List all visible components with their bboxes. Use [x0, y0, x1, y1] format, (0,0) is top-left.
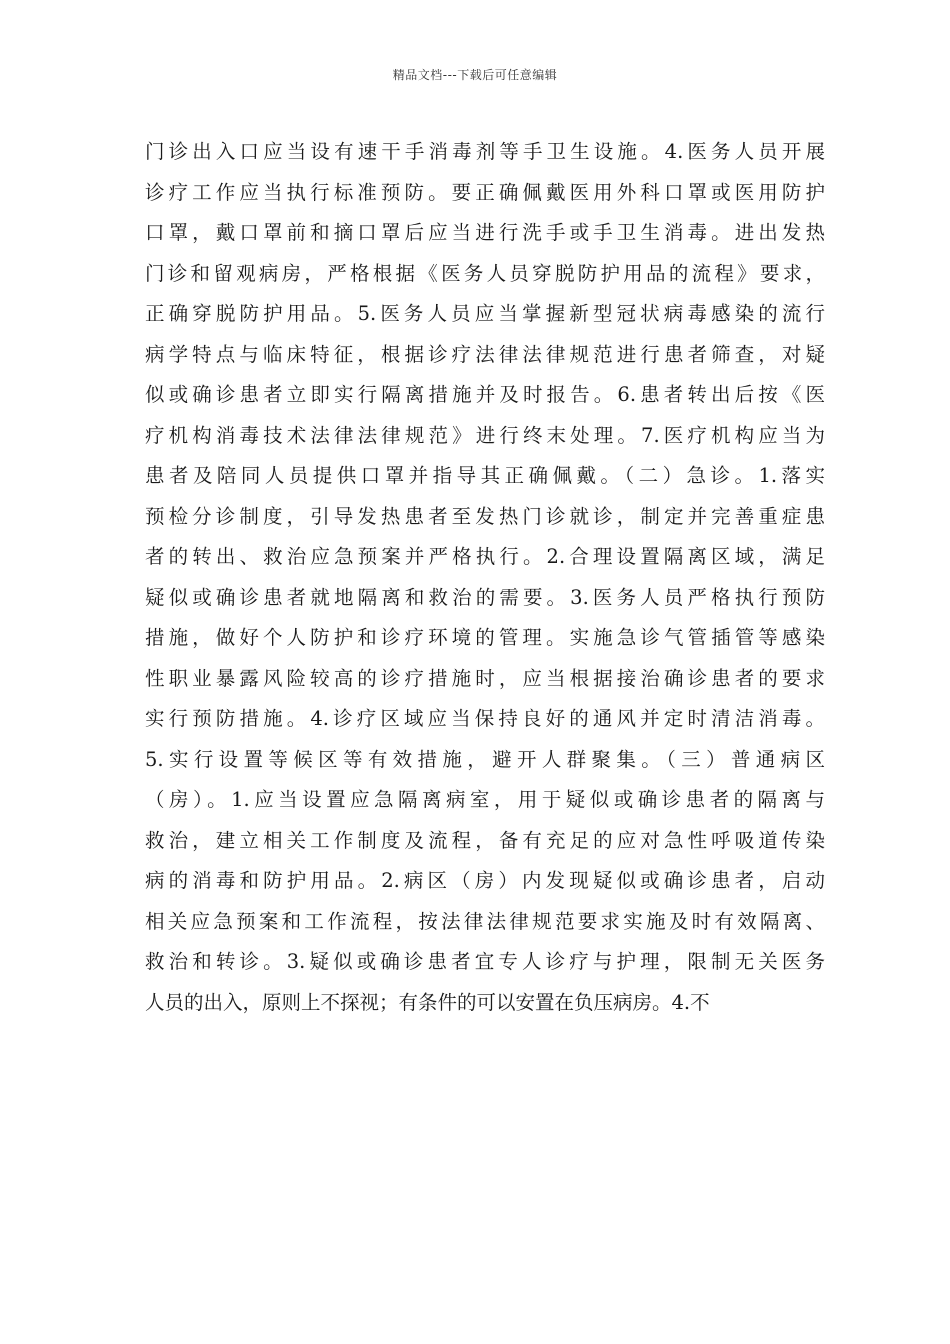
- body-line: 似或确诊患者立即实行隔离措施并及时报告。6.患者转出后按《医: [145, 383, 825, 406]
- body-line: 措施，做好个人防护和诊疗环境的管理。实施急诊气管插管等感染: [145, 626, 825, 649]
- body-line: 实行预防措施。4.诊疗区域应当保持良好的通风并定时清洁消毒。: [145, 707, 825, 730]
- body-line: 病的消毒和防护用品。2.病区（房）内发现疑似或确诊患者，启动: [145, 869, 825, 892]
- body-line: 患者及陪同人员提供口罩并指导其正确佩戴。（二）急诊。1.落实: [145, 464, 825, 487]
- body-line: 疑似或确诊患者就地隔离和救治的需要。3.医务人员严格执行预防: [145, 585, 825, 609]
- body-line: 病学特点与临床特征，根据诊疗法律法律规范进行患者筛查，对疑: [145, 342, 825, 366]
- body-line: 疗机构消毒技术法律法律规范》进行终末处理。7.医疗机构应当为: [145, 423, 825, 447]
- document-body: [145, 132, 825, 1023]
- body-line: 者的转出、救治应急预案并严格执行。2.合理设置隔离区域，满足: [145, 545, 825, 568]
- body-line: 救治，建立相关工作制度及流程，备有充足的应对急性呼吸道传染: [145, 828, 825, 852]
- body-line: 救治和转诊。3.疑似或确诊患者宜专人诊疗与护理，限制无关医务: [145, 950, 825, 973]
- page-header: 精品文档---下载后可任意编辑: [392, 68, 558, 82]
- body-line: 门诊出入口应当设有速干手消毒剂等手卫生设施。4.医务人员开展: [145, 140, 825, 163]
- body-line: 人员的出入，原则上不探视；有条件的可以安置在负压病房。4.不: [145, 990, 710, 1014]
- body-line: 5.实行设置等候区等有效措施，避开人群聚集。（三）普通病区: [145, 747, 825, 771]
- body-line: 诊疗工作应当执行标准预防。要正确佩戴医用外科口罩或医用防护: [145, 180, 825, 204]
- body-line: 预检分诊制度，引导发热患者至发热门诊就诊，制定并完善重症患: [145, 504, 825, 528]
- body-line: 口罩，戴口罩前和摘口罩后应当进行洗手或手卫生消毒。进出发热: [145, 221, 825, 244]
- body-line: 性职业暴露风险较高的诊疗措施时，应当根据接治确诊患者的要求: [145, 666, 825, 690]
- body-line: 相关应急预案和工作流程，按法律法律规范要求实施及时有效隔离、: [145, 909, 825, 933]
- body-line: 正确穿脱防护用品。5.医务人员应当掌握新型冠状病毒感染的流行: [145, 302, 825, 325]
- body-line: （房）。1.应当设置应急隔离病室，用于疑似或确诊患者的隔离与: [145, 788, 825, 811]
- body-line: 门诊和留观病房，严格根据《医务人员穿脱防护用品的流程》要求，: [145, 261, 825, 285]
